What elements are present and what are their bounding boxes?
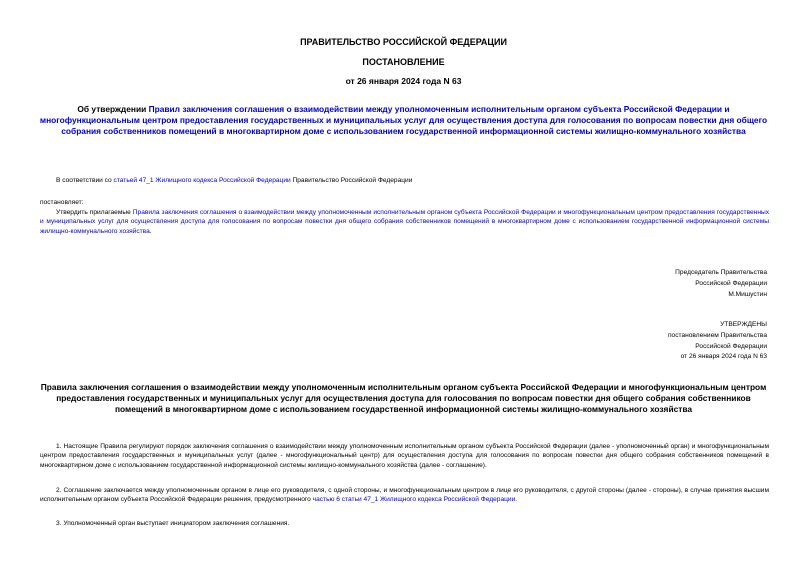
document-type-heading: ПОСТАНОВЛЕНИЕ	[362, 57, 445, 67]
approve-paragraph	[40, 208, 769, 236]
preamble-suffix: Правительство Российской Федерации	[290, 177, 413, 184]
part-6-article-link[interactable]: частью 6 статьи 47_1 Жилищного кодекса Российской Федерации	[312, 496, 516, 504]
resolves-text: постановляет:	[40, 199, 84, 206]
article-47-1-link[interactable]: статьей 47_1 Жилищного кодекса Российской Федерации	[113, 177, 291, 184]
rules-item-3: 3. Уполномоченный орган выступает инициатором заключения соглашения.	[56, 520, 290, 527]
approved-by: постановлением Правительства	[667, 331, 767, 339]
rules-item-2	[40, 486, 769, 505]
title-rules-link[interactable]: Правил заключения соглашения о взаимодействии между уполномоченным исполнительным органом субъекта Российской Федерации и многофункциональным центром предоставления государственных и муниципальных услуг для осуществления доступа для голосования по вопросам повестки дня общего собрания собственников помещений в многоквартирном доме с использованием государственной информационной системы жилищно-коммунального хозяйства	[39, 104, 768, 137]
preamble-prefix: В соответствии со	[56, 177, 114, 184]
approved-heading: УТВЕРЖДЕНЫ	[720, 321, 767, 328]
date-number-heading: от 26 января 2024 года N 63	[345, 76, 462, 86]
approve-prefix: Утвердить прилагаемые	[56, 209, 133, 216]
preamble-paragraph	[56, 176, 776, 185]
rules-title: Правила заключения соглашения о взаимодействии между уполномоченным исполнительным органом субъекта Российской Федерации и многофункциональным центром предоставления государственных и муниципальных услуг для осуществления доступа для голосования по вопросам повестки дня общего собрания собственников помещений в многоквартирном доме с использованием государственной информационной системы жилищно-коммунального хозяйства	[40, 382, 767, 415]
document-title	[38, 104, 769, 138]
approved-block	[668, 320, 767, 363]
approved-country: Российской Федерации	[695, 342, 767, 350]
rules-item-1: 1. Настоящие Правила регулируют порядок заключения соглашения о взаимодействии между уполномоченным исполнительным органом субъекта Российской Федерации (далее - уполномоченный орган) и многофункциональным центром предоставления государственных и муниципальных услуг (далее - многофункциональный центр) для осуществления доступа для голосования по вопросам повестки дня общего собрания собственников помещений в многоквартирном доме с использованием государственной информационной системы жилищно-коммунального хозяйства (далее - соглашение).	[40, 443, 769, 469]
signature-position: Председатель Правительства	[675, 269, 767, 276]
signature-name: М.Мишустин	[728, 290, 767, 298]
issuer-heading: ПРАВИТЕЛЬСТВО РОССИЙСКОЙ ФЕДЕРАЦИИ	[300, 37, 507, 47]
signature-block	[675, 268, 767, 300]
title-prefix: Об утверждении	[77, 104, 149, 114]
approved-date: от 26 января 2024 года N 63	[680, 353, 767, 361]
signature-country: Российской Федерации	[695, 279, 767, 287]
approve-rules-link[interactable]: Правила заключения соглашения о взаимодействии между уполномоченным исполнительным органом субъекта Российской Федерации и многофункциональным центром предоставления государственных и муниципальных услуг для осуществления доступа для голосования по вопросам повестки дня общего собрания собственников помещений в многоквартирном доме с использованием государственной информационной системы жилищно-коммунального хозяйства	[40, 209, 769, 235]
rules-item-2-text: 2. Соглашение заключается между уполномоченным органом в лице его руководителя, с одной стороны, и многофункциональным центром в лице его руководителя, с другой стороны (далее - стороны), в случае принятия высшим исполнительным органом субъекта Российской Федерации решения, предусмотренного	[40, 487, 769, 504]
rules-item-2-suffix: .	[515, 496, 518, 504]
approve-suffix: .	[149, 227, 152, 235]
